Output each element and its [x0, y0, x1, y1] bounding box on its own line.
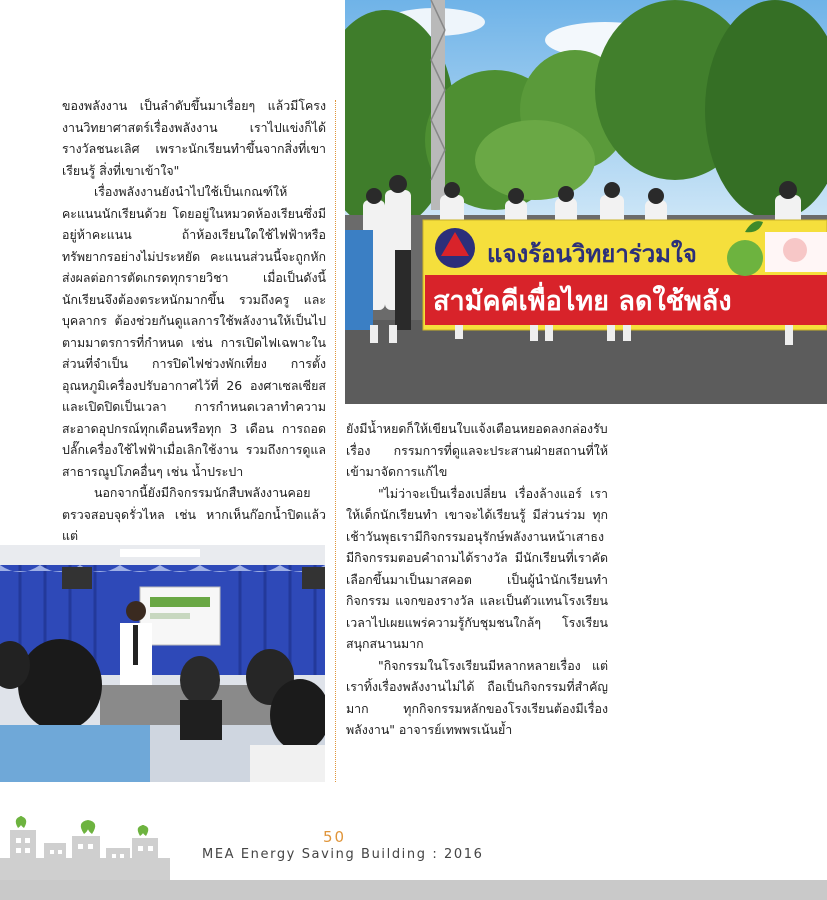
article-column-right	[346, 418, 608, 741]
paragraph: นอกจากนี้ยังมีกิจกรรมนักสืบพลังงานคอยตรวจสอบจุดรั่วไหล เช่น หากเห็นก๊อกน้ำปิดแล้วแต่	[62, 485, 326, 543]
banner-text-line1: แจงร้อนวิทยาร่วมใจ	[487, 240, 697, 268]
footer-caption: MEA Energy Saving Building : 2016	[202, 847, 484, 862]
paragraph: "ไม่ว่าจะเป็นเรื่องเปลี่ยน เรื่องล้างแอร์ เราให้เด็กนักเรียนทำ เขาจะได้เรียนรู้ มีส่วนร่วม ทุกเช้าวันพุธเรามีกิจกรรมอนุรักษ์พลังงานหน้าเสาธง มีกิจกรรมตอบคำถามได้รางวัล มีนักเรียนที่เราคัดเลือกขึ้นมาเป็นมาสคอต เป็นผู้นำนักเรียนทำกิจกรรม แจกของรางวัล และเป็นตัวแทนโรงเรียนเวลาไปเผยแพร่ความรู้กับชุมชนใกล้ๆ โรงเรียน สนุกสนานมาก	[346, 485, 608, 651]
page-number: 50	[323, 828, 347, 846]
photo-students-banner	[345, 0, 827, 404]
paragraph: เรื่องพลังงานยังนำไปใช้เป็นเกณฑ์ให้คะแนนนักเรียนด้วย โดยอยู่ในหมวดห้องเรียนซึ่งมีอยู่ห้าคะแนน ถ้าห้องเรียนใดใช้ไฟฟ้าหรือทรัพยากรอย่างไม่ประหยัด คะแนนส่วนนี้จะถูกหัก ส่งผลต่อการตัดเกรดทุกรายวิชา เมื่อเป็นดังนี้นักเรียนจึงต้องตระหนักมากขึ้น รวมถึงครู และบุคลากร ต้องช่วยกันดูแลการใช้พลังงานให้เป็นไปตามมาตรการที่กำหนด เช่น การเปิดไฟเฉพาะในส่วนที่จำเป็น การปิดไฟช่วงพักเที่ยง การตั้งอุณหภูมิเครื่องปรับอากาศไว้ที่ 26 องศาเซลเซียส และเปิดปิดเป็นเวลา การกำหนดเวลาทำความสะอาดอุปกรณ์ทุกเดือนหรือทุก 3 เดือน การถอดปลั๊กเครื่องใช้ไฟฟ้าเมื่อเลิกใช้งาน รวมถึงการดูแลสาธารณูปโภคอื่นๆ เช่น น้ำประปา	[62, 184, 326, 479]
column-divider	[335, 100, 336, 782]
photo-classroom-presentation	[0, 545, 325, 782]
article-column-left	[62, 95, 326, 547]
paragraph: ของพลังงาน เป็นลำดับขึ้นมาเรื่อยๆ แล้วมีโครงงานวิทยาศาสตร์เรื่องพลังงาน เราไปแข่งก็ได้รางวัลชนะเลิศ เพราะนักเรียนทำขึ้นจากสิ่งที่เขาเรียนรู้ สิ่งที่เขาเข้าใจ"	[62, 98, 326, 178]
footer-city-skyline	[0, 808, 170, 887]
footer-bar	[0, 880, 827, 900]
paragraph: "กิจกรรมในโรงเรียนมีหลากหลายเรื่อง แต่เราทิ้งเรื่องพลังงานไม่ได้ ถือเป็นกิจกรรมที่สำคัญมาก ทุกกิจกรรมหลักของโรงเรียนต้องมีเรื่องพลังงาน" อาจารย์เทพพรเน้นย้ำ	[346, 657, 608, 737]
paragraph: ยังมีน้ำหยดก็ให้เขียนใบแจ้งเตือนหยอดลงกล่องรับเรื่อง กรรมการที่ดูแลจะประสานฝ่ายสถานที่ให้เข้ามาจัดการแก้ไข	[346, 421, 608, 479]
banner-text-line2: สามัคคีเพื่อไทย ลดใช้พลัง	[433, 286, 732, 317]
